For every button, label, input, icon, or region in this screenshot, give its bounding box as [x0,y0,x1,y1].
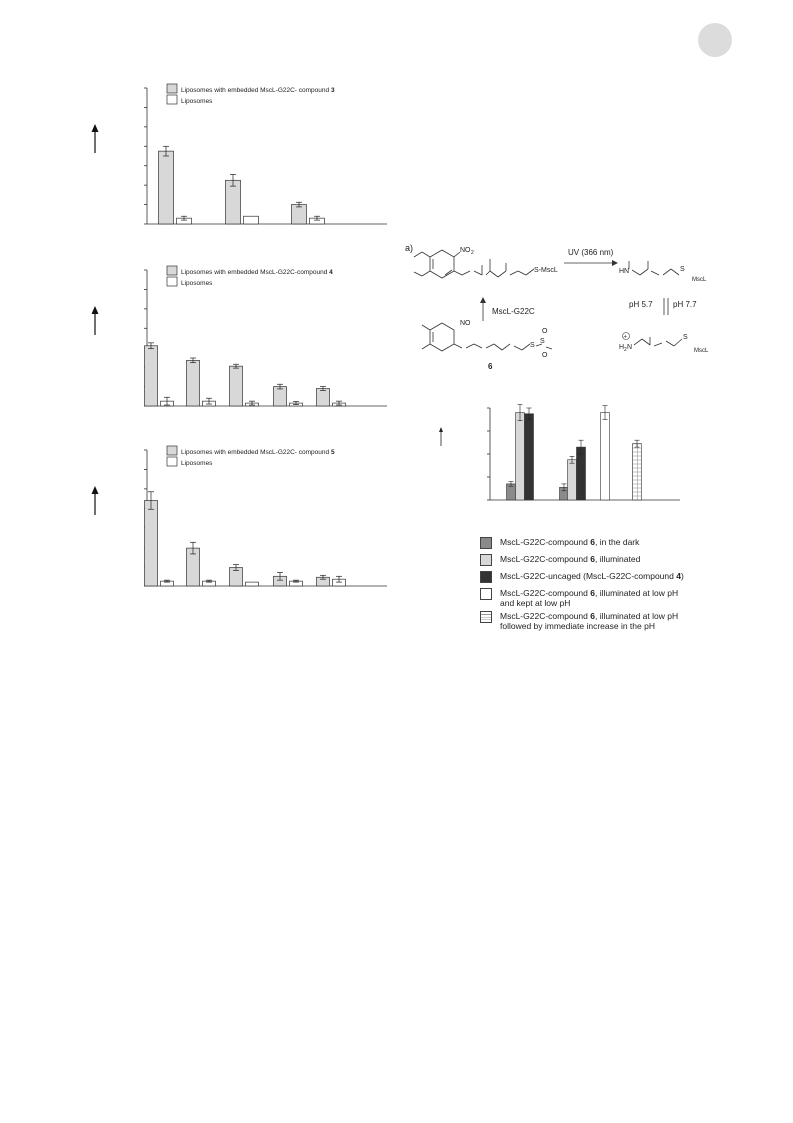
legend-text-part: 6 [590,537,595,547]
legend-swatch [167,84,177,93]
ph-left: pH 5.7 [629,300,653,309]
legend-swatch [480,611,492,623]
bar [246,582,259,586]
legend-text-part: , illuminated at low pH [594,611,679,621]
legend-item [480,611,740,631]
legend-label: Liposomes [181,280,213,287]
s-label-2: S [530,342,535,349]
bar [568,460,577,500]
legend-swatch [480,554,492,566]
legend-text [500,571,684,581]
legend-swatch [480,588,492,600]
legend-swatch [167,95,177,104]
legend-item [480,571,740,583]
s-mscl-label: S-MscL [534,267,558,274]
h2n-h: H [619,344,625,351]
bar [516,413,525,500]
legend-text-part: MscL-G22C-compound [500,537,591,547]
legend-swatch [480,571,492,583]
o-label-2: O [542,352,548,359]
reagent-label: MscL-G22C [492,307,535,316]
legend-text [500,588,678,608]
uv-label: UV (366 nm) [568,248,614,257]
legend-item [480,554,740,566]
h2n-subscript: 2 [624,347,627,353]
caged-molecule [414,250,534,278]
reagent-arrowhead [480,297,486,303]
no2-label-2: NO [460,320,471,327]
s-label-3: S [540,338,545,345]
legend-text-part: 6 [590,554,595,564]
legend-text [500,554,640,564]
mscl-label-1: MscL [692,277,707,283]
plus-charge: + [623,334,628,341]
legend-label: Liposomes with embedded MscL-G22C- compound 3 [181,87,335,94]
o-label-1: O [542,328,548,335]
ph-right: pH 7.7 [673,300,697,309]
bar [601,413,610,500]
uv-arrowhead [612,260,618,266]
legend-swatch [167,266,177,275]
legend-text-part: 6 [590,588,595,598]
y-arrowhead [439,427,443,432]
legend-item [480,537,740,549]
legend-text-part: followed by immediate increase in the pH [500,621,655,631]
chart-a [75,78,395,258]
bar [274,387,287,406]
no2-label: NO [460,247,471,254]
y-arrowhead [92,486,99,494]
bar [226,180,241,224]
legend-text-part: MscL-G22C-compound [500,554,591,564]
legend-text-part: 4 [676,571,681,581]
no2-subscript: 2 [471,250,474,256]
legend-label: Liposomes [181,460,213,467]
legend-text-part: , illuminated [594,554,641,564]
bar [145,346,158,406]
legend-text-part: MscL-G22C-compound [500,611,591,621]
legend-text-part: , illuminated at low pH [594,588,679,598]
page-number-badge [698,23,732,57]
h2n-n: N [627,344,633,351]
legend-label: Liposomes [181,98,213,105]
bar [159,151,174,224]
chart-c [75,440,395,625]
s-label-1: S [680,266,685,273]
hn-label: HN [619,268,630,275]
compound-number: 6 [488,362,493,371]
product-molecule [629,261,679,275]
legend-label: Liposomes with embedded MscL-G22C-compound 4 [181,269,333,276]
legend-text [500,611,678,631]
bar [525,414,534,500]
mscl-label-2: MscL [694,348,709,354]
s-label-4: S [683,334,688,341]
legend-text [500,537,639,547]
bar [187,360,200,406]
bar [317,389,330,406]
legend-swatch [480,537,492,549]
legend-text-part: , in the dark [594,537,640,547]
y-arrowhead [92,124,99,132]
ammonium-product [634,337,682,346]
bar [244,216,259,224]
chart-b [75,260,395,440]
legend-swatch [167,277,177,286]
legend-text-part: MscL-G22C-uncaged (MscL-G22C-compound [500,571,677,581]
legend-swatch [167,457,177,466]
y-arrowhead [92,306,99,314]
bar [230,366,243,406]
legend-item [480,588,740,608]
legend-text-part: and kept at low pH [500,598,571,608]
legend-swatch [167,446,177,455]
legend-text-part: 6 [590,611,595,621]
bar [145,501,158,586]
bar [577,447,586,500]
legend-text-part: MscL-G22C-compound [500,588,591,598]
legend-label: Liposomes with embedded MscL-G22C- compound 5 [181,449,335,456]
reaction-scheme [400,235,730,380]
right-legend [480,537,740,634]
legend-text-part: ) [680,571,684,581]
bar [633,444,642,500]
bar [292,205,307,224]
scheme-label: a) [405,243,414,253]
chart-right-b [400,398,730,533]
